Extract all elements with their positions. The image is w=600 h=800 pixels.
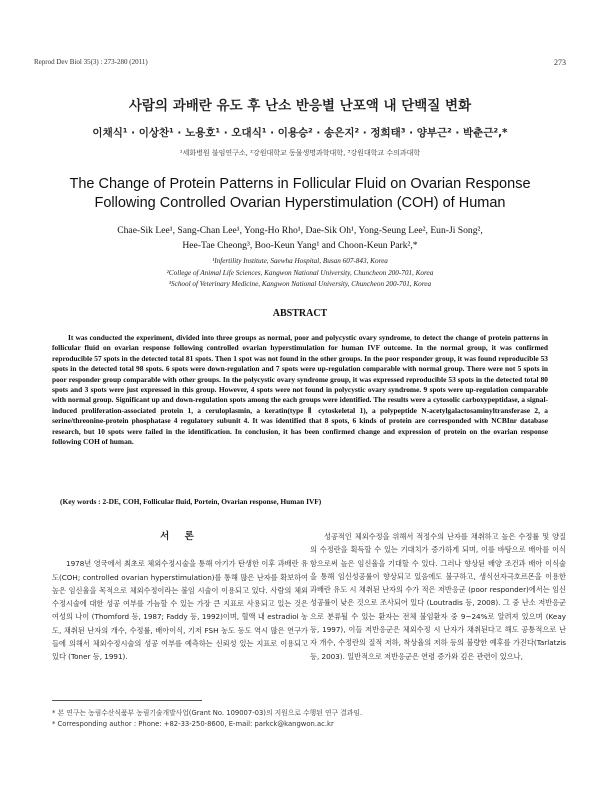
- page-number: 273: [554, 58, 566, 67]
- english-affiliations: [40, 256, 560, 291]
- korean-title: 사람의 과배란 유도 후 난소 반응별 난포액 내 단백질 변화: [128, 98, 472, 114]
- funding-footnote: * 본 연구는 농림수산식품부 농림기술개발사업(Grant No. 109007-03)의 지원으로 수행된 연구 결과임.: [52, 709, 363, 717]
- affiliation-2: ²College of Animal Life Sciences, Kangwon National University, Chuncheon 200-701, Korea: [166, 268, 434, 277]
- introduction-left-column: [52, 530, 308, 664]
- english-authors-line-2: Hee-Tae Cheong³, Boo-Keun Yang¹ and Choon-Keun Park²,*: [182, 240, 418, 251]
- introduction-paragraph-2: 성공적인 체외수정을 위해서 적정수의 난자를 채취하고 높은 수정률 및 양질의 수정란을 획득할 수 있는 기대치가 증가하게 되며, 이를 바탕으로 배아를 이식함으로써 높은 임신율을 기대할 수 있다. 그러나 향상된 배양 조건과 배아 이식술을 통해 임신성공률이 향상되고 있음에도 불구하고, 생식선자극호르몬을 이용한 과배란 유도 시 채취된 난자의 수가 적은 저반응군 (poor responder)에서는 임신성공률이 낮은 것으로 조사되어 있다 (Loutradis 등, 2008). 그 중 난소 저반응군으로 분류될 수 있는 환자는 전체 불임환자 중 9~24%로 알려져 있으며 (Keay 등, 1997), 이들 저반응군은 체외수정 시 난자가 채취된다고 해도 공통적으로 난자 개수, 수정란의 질적 저하, 착상율의 저하 등의 불량한 예후를 가진다(Tarlatzis 등, 2003). 일반적으로 저반응군은 연령 증가와 깊은 관련이 있으나,: [310, 532, 566, 661]
- introduction-right-column: [310, 530, 566, 663]
- keywords: (Key words : 2-DE, COH, Follicular fluid, Portein, Ovarian response, Human IVF): [60, 497, 322, 506]
- korean-authors: 이채식¹ · 이상찬¹ · 노용호¹ · 오대식¹ · 이용승² · 송은지² · 정희태³ · 양부근² · 박춘근²,*: [92, 127, 508, 139]
- running-header: [34, 58, 566, 70]
- english-authors-line-1: Chae-Sik Lee¹, Sang-Chan Lee¹, Yong-Ho Rho¹, Dae-Sik Oh¹, Yong-Seung Lee², Eun-Ji Song²,: [117, 225, 483, 236]
- english-title-line-2: Following Controlled Ovarian Hyperstimulation (COH) of Human: [94, 195, 506, 211]
- english-title-line-1: The Change of Protein Patterns in Follicular Fluid on Ovarian Response: [69, 176, 531, 192]
- abstract-text: It was conducted the experiment, divided into three groups as normal, poor and polycystic ovary syndrome, to detect the change of protein patterns in follicular fluid on ovarian response following controlled ovarian hyperstimulation for human IVF outcome. In the normal group, it was confirmed reproducible 57 spots in the detected total 81 spots. Then 1 spot was not found in the other groups. In the poor responder group, it was found reproducible 53 spots in the detected total 98 spots. 6 spots were down-regulation and 7 spots were up-regulation comparable with normal group. There were not 5 spots in poor responder group comparable with other groups. In the polycystic ovary syndrome group, it was expressed reproducible 53 spots in the detected total 80 spots and 3 spots were just expressed in this group. However, 4 spots were not found in polycystic ovary syndrome. 9 spots were up-regulation comparable with normal group. Significant up and down-regulation spots among the each groups were identified. The results were a cytosolic carboxypeptidase, a signal-induced proliferation-associated protein 1, a ceruloplasmin, a keratin(type Ⅱ cytoskeletal 1), a polypeptide N-acetylgalactosaminyltransferase 2, a serine/threonine-protein phosphatase 4 regulatory subunit 4. It was identified that 8 spots, 6 kinds of protein are corresponded with NCBInr database research, but 10 spots were failed in the identification. In conclusion, it has been confirmed change and expression of protein on the ovarian response following COH of human.: [52, 333, 548, 447]
- korean-affiliations: ¹세화병원 불임연구소, ²강원대학교 동물생명과학대학, ³강원대학교 수의과대학: [179, 149, 421, 157]
- footnote-divider: [52, 700, 202, 701]
- journal-citation: Reprod Dev Biol 35(3) : 273-280 (2011): [34, 58, 148, 66]
- abstract-body: [52, 333, 548, 447]
- footnotes: [52, 708, 548, 730]
- english-title: [20, 175, 580, 213]
- corresponding-author-footnote: * Corresponding author : Phone: +82-33-250-8600, E-mail: parkck@kangwon.ac.kr: [52, 720, 334, 728]
- english-authors: [40, 223, 560, 253]
- introduction-paragraph-1: 1978년 영국에서 최초로 체외수정시술을 통해 아기가 탄생한 이후 과배란 유도(COH; controlled ovarian hyperstimulation)를 통해 많은 난자를 확보하여 높은 임신율을 목적으로 체외수정이라는 불임 시술이 이용되고 있다. 사람의 체외수정시술에 대한 성공 여부를 가늠할 수 있는 가장 큰 지표로 사용되고 있는 것은 여성의 나이 (Thomford 등, 1987; Faddy 등, 1992)이며, 혈액 내 estradiol 농도, 채취된 난자의 개수, 수정률, 배아이식, 기저 FSH 농도 등도 역시 많은 연구가들에 의해서 체외수정시술의 성공 여부를 예측하는 신뢰성 있는 지표로 이용되고 있다 (Toner 등, 1991).: [52, 559, 308, 662]
- abstract-heading: ABSTRACT: [272, 308, 328, 319]
- introduction-heading: 서 론: [160, 531, 200, 542]
- affiliation-3: ³School of Veterinary Medicine, Kangwon National University, Chuncheon 200-701, Korea: [168, 280, 432, 288]
- affiliation-1: ¹Infertility Institute, Saewha Hospital, Busan 607-843, Korea: [212, 257, 388, 265]
